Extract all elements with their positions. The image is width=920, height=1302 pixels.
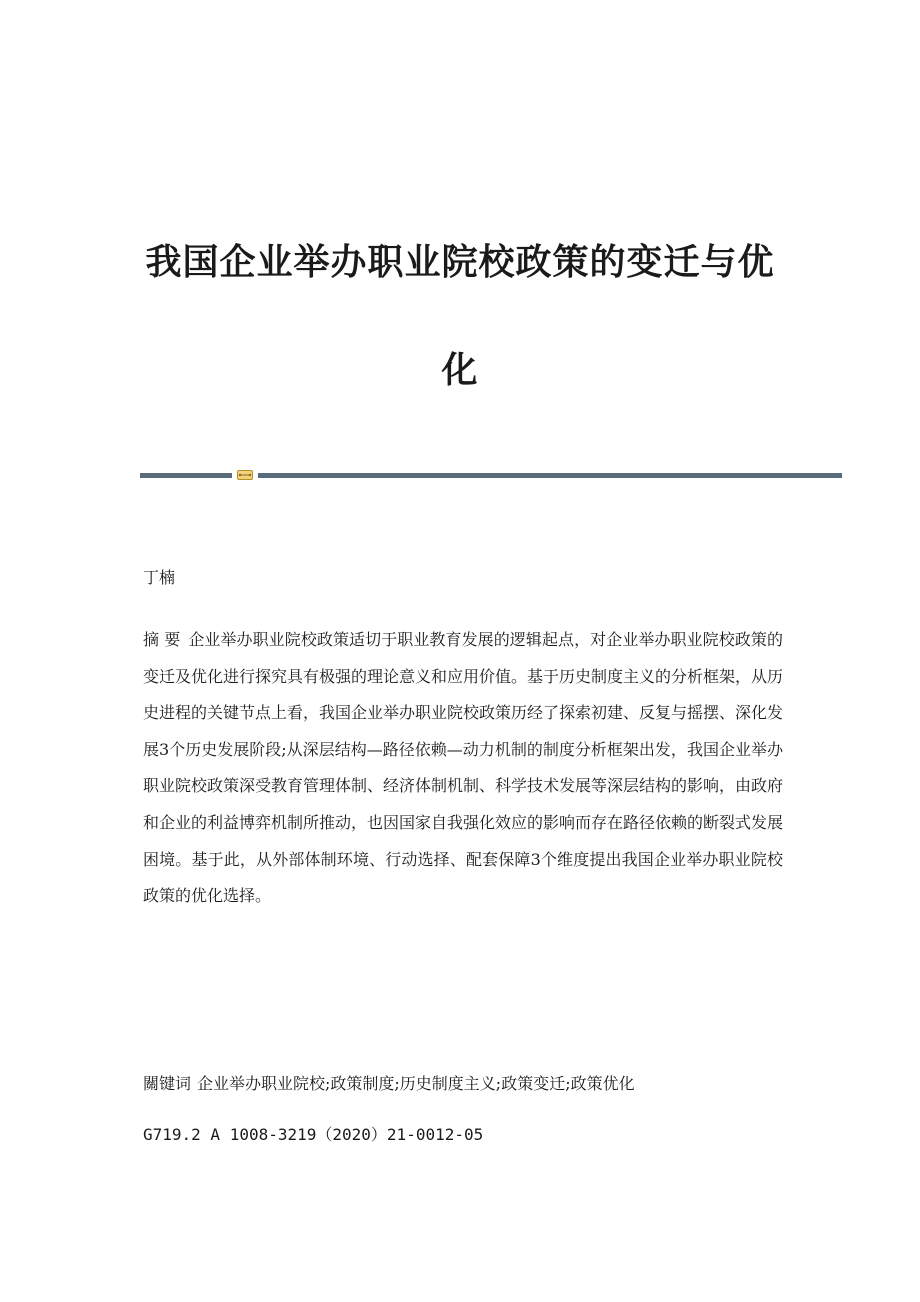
keywords-label: 關键词 — [143, 1074, 192, 1093]
keywords-paragraph — [143, 1066, 783, 1102]
divider-bar-right — [258, 473, 842, 478]
abstract-paragraph — [143, 622, 783, 915]
abstract-label: 摘 要 — [143, 630, 181, 649]
divider-bar-left — [140, 473, 232, 478]
document-title — [140, 208, 780, 424]
keywords-text: 企业举办职业院校;政策制度;历史制度主义;政策变迁;政策优化 — [197, 1074, 635, 1093]
title-divider — [140, 470, 842, 480]
author-name: 丁楠 — [143, 568, 176, 587]
abstract-text: 企业举办职业院校政策适切于职业教育发展的逻辑起点，对企业举办职业院校政策的变迁及优化进行探究具有极强的理论意义和应用价值。基于历史制度主义的分析框架，从历史进程的关键节点上看，我国企业举办职业院校政策历经了探索初建、反复与摇摆、深化发展3个历史发展阶段;从深层结构—路径依赖—动力机制的制度分析框架出发，我国企业举办职业院校政策深受教育管理体制、经济体制机制、科学技术发展等深层结构的影响，由政府和企业的利益博弈机制所推动，也因国家自我强化效应的影响而存在路径依赖的断裂式发展困境。基于此，从外部体制环境、行动选择、配套保障3个维度提出我国企业举办职业院校政策的优化选择。 — [143, 630, 784, 906]
title-line-2: 化 — [441, 349, 479, 391]
title-line-1: 我国企业举办职业院校政策的变迁与优 — [145, 241, 775, 283]
classification-code: G719.2 A 1008-3219（2020）21-0012-05 — [143, 1125, 484, 1144]
ornament-icon — [237, 470, 253, 480]
